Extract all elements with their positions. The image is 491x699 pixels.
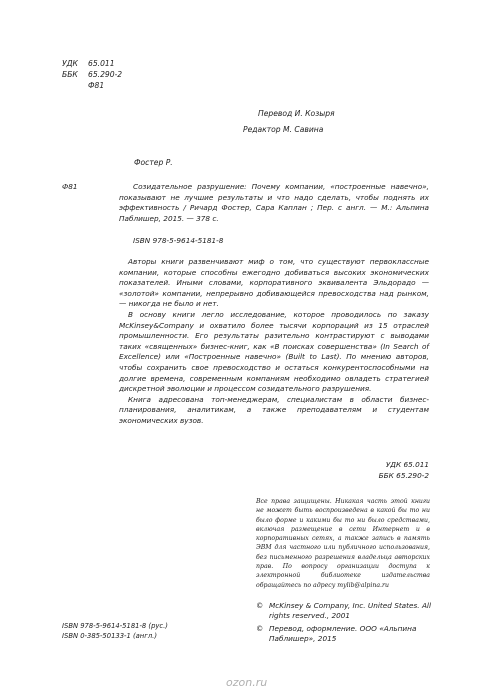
- bottom-isbns: [62, 622, 168, 641]
- udk-value: 65.011: [88, 59, 115, 68]
- copyright-line-1: [256, 601, 431, 622]
- author-heading: Фостер Р.: [134, 158, 173, 167]
- isbn-english: ISBN 0-385-50133-1 (англ.): [62, 631, 157, 640]
- editor-credit: Редактор М. Савина: [243, 125, 324, 134]
- copyright-symbol: ©: [256, 623, 264, 633]
- catalog-isbn: ISBN 978-5-9614-5181-8: [133, 236, 224, 245]
- bottom-classification: [379, 460, 429, 481]
- bbk-value: 65.290-2: [88, 70, 123, 79]
- copyright-text: Перевод, оформление. ООО «Альпина Паблишер», 2015: [269, 623, 417, 644]
- catalog-description: Созидательное разрушение: Почему компании, «построенные навечно», показывают не лучшие результаты и что надо сделать, чтобы поднять их эффективность / Ричард Фостер, Сара Каплан ; Пер. с англ. — М.: Альпина Паблишер, 2015. — 378 с.: [119, 182, 429, 223]
- udk-label: УДК: [62, 59, 78, 68]
- copyright-symbol: ©: [256, 601, 264, 610]
- abstract-paragraph-2: В основу книги легло исследование, которое проводилось по заказу McKinsey&Company и охватило более тысячи корпораций из 15 отраслей промышленности. Его результаты разительно контрастируют с выводами таких «священных» бизнес-книг, как «В поисках совершенства» (In Search of Excellence) или «Построенные навечно» (Built to Last). По мнению авторов, чтобы сохранить свое превосходство и остаться конкурентоспособными на долгие времена, современным компаниям необходимо овладеть стратегией дискретной эволюции и процессом созидательного разрушения.: [119, 309, 429, 394]
- abstract: [119, 257, 429, 427]
- bbk-row: [62, 69, 122, 80]
- bottom-bbk: ББК 65.290-2: [378, 470, 429, 480]
- isbn-russian: ISBN 978-5-9614-5181-8 (рус.): [62, 622, 168, 630]
- catalog-mark: Ф81: [62, 182, 78, 191]
- abstract-paragraph-1: Авторы книги развенчивают миф о том, что существуют первоклассные компании, которые способны ежегодно добиваться высоких экономических показателей. Иными словами, корпоративного эквивалента Эльдорадо — «золотой» компании, непрерывно добивающейся превосходства над рынком, — никогда не было и нет.: [119, 257, 429, 309]
- udk-row: [62, 58, 122, 69]
- rights-notice: Все права защищены. Никакая часть этой книги не может быть воспроизведена в какой бы то ни было форме и какими бы то ни было средствами, включая размещение в сети Интернет и в корпоративных сетях, а также запись в память ЭВМ для частного или публичного использования, без письменного разрешения владельца авторских прав. По вопросу организации доступа к электронной библиотеке издательства обращайтесь по адресу mylib@alpina.ru: [256, 498, 430, 589]
- copyright-block: [256, 601, 431, 645]
- translator-credit: Перевод И. Козыря: [258, 109, 335, 118]
- copyright-line-2: [256, 624, 431, 645]
- abstract-paragraph-3: Книга адресована топ-менеджерам, специалистам в области бизнес-планирования, аналитикам, а также преподавателям и студентам экономических вузов.: [119, 394, 429, 425]
- watermark: ozon.ru: [226, 676, 268, 689]
- bottom-udk: УДК 65.011: [385, 460, 429, 469]
- bbk-label: ББК: [62, 70, 78, 79]
- author-mark-row: [62, 80, 122, 91]
- author-mark: Ф81: [88, 81, 105, 90]
- classification-block: [62, 58, 122, 91]
- copyright-text: McKinsey & Company, Inc. United States. All rights reserved., 2001: [269, 601, 431, 621]
